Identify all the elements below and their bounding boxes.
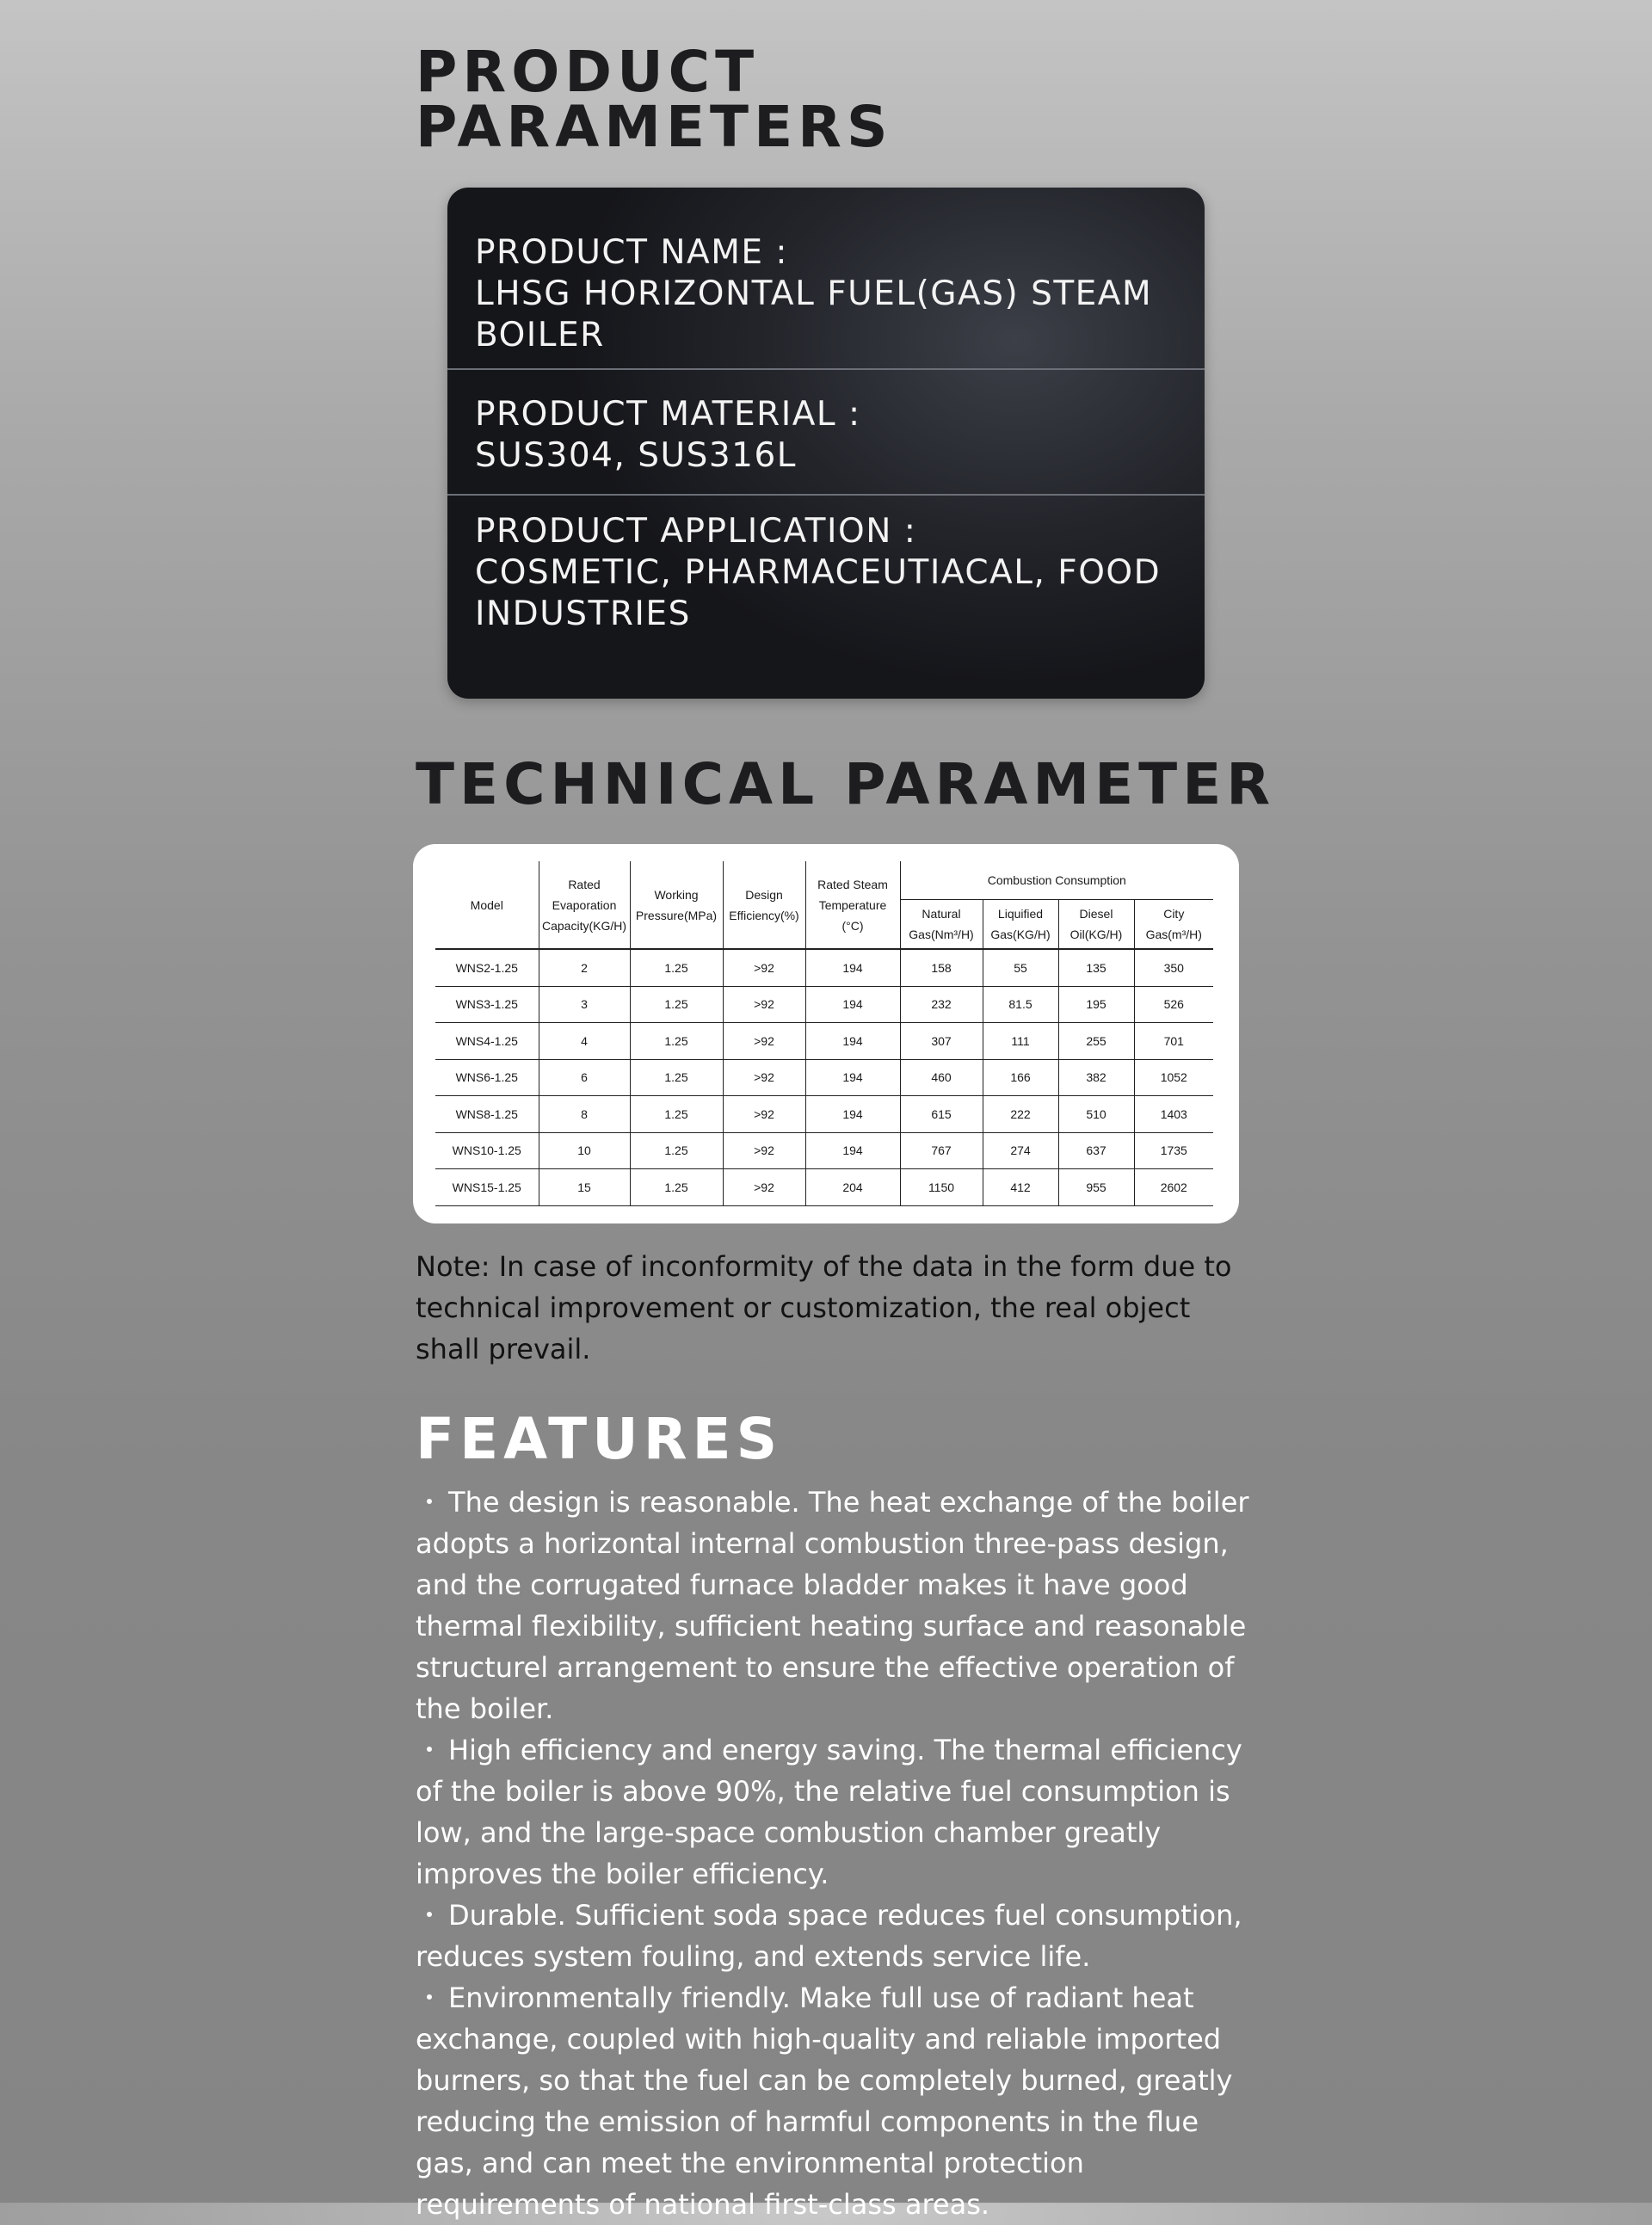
table-cell: 204	[805, 1169, 900, 1206]
table-row	[435, 1169, 1213, 1206]
table-row	[435, 1132, 1213, 1169]
table-cell: WNS3-1.25	[435, 986, 539, 1023]
table-cell: 460	[900, 1059, 983, 1096]
header-capacity: Rated Evaporation Capacity(KG/H)	[539, 861, 630, 949]
table-cell: 1.25	[630, 1169, 723, 1206]
table-cell: 158	[900, 949, 983, 986]
table-cell: 1.25	[630, 949, 723, 986]
bullet-icon: ・	[416, 1486, 444, 1519]
table-cell: WNS2-1.25	[435, 949, 539, 986]
table-cell: 2	[539, 949, 630, 986]
features-list	[416, 1482, 1263, 2225]
feature-text: Durable. Sufficient soda space reduces fuel consumption, reduces system fouling, and extends service life.	[416, 1899, 1242, 1973]
table-cell: 222	[983, 1096, 1058, 1133]
table-cell: >92	[723, 1059, 805, 1096]
table-cell: >92	[723, 1023, 805, 1060]
table-cell: 767	[900, 1132, 983, 1169]
table-cell: 6	[539, 1059, 630, 1096]
table-cell: WNS10-1.25	[435, 1132, 539, 1169]
product-parameters-card	[447, 188, 1205, 699]
table-cell: 1052	[1134, 1059, 1213, 1096]
feature-text: Environmentally friendly. Make full use of radiant heat exchange, coupled with high-quality and reliable imported burners, so that the fuel can be completely burned, greatly reducing the emission of harmful components in the flue gas, and can meet the environmental protection requirements of national first-class areas.	[416, 1982, 1233, 2221]
table-row	[435, 949, 1213, 986]
header-efficiency: Design Efficiency(%)	[723, 861, 805, 949]
table-cell: 307	[900, 1023, 983, 1060]
table-cell: >92	[723, 949, 805, 986]
card-divider	[447, 494, 1205, 496]
product-application-block	[475, 511, 1187, 635]
header-natural-gas: Natural Gas(Nm³/H)	[900, 900, 983, 950]
table-cell: 194	[805, 949, 900, 986]
table-cell: 81.5	[983, 986, 1058, 1023]
table-row	[435, 1023, 1213, 1060]
product-application-value: COSMETIC, PHARMACEUTIACAL, FOOD INDUSTRIES	[475, 553, 1162, 633]
technical-table-card	[413, 844, 1239, 1223]
table-row	[435, 1059, 1213, 1096]
table-cell: 382	[1058, 1059, 1134, 1096]
table-body	[435, 949, 1213, 1205]
table-cell: 195	[1058, 986, 1134, 1023]
table-cell: >92	[723, 1096, 805, 1133]
feature-item	[416, 1482, 1263, 1729]
product-application-label: PRODUCT APPLICATION :	[475, 512, 917, 551]
table-cell: 701	[1134, 1023, 1213, 1060]
table-cell: 232	[900, 986, 983, 1023]
feature-text: The design is reasonable. The heat exchange of the boiler adopts a horizontal internal combustion three-pass design, and the corrugated furnace bladder makes it have good thermal flexibility, sufficient heating surface and reasonable structurel arrangement to ensure the effective operation of the boiler.	[416, 1486, 1249, 1725]
table-row	[435, 1096, 1213, 1133]
table-cell: 3	[539, 986, 630, 1023]
feature-item	[416, 1977, 1263, 2225]
header-combustion-consumption: Combustion Consumption	[987, 873, 1126, 887]
table-cell: 510	[1058, 1096, 1134, 1133]
product-material-block	[475, 368, 1187, 477]
table-cell: 1150	[900, 1169, 983, 1206]
table-cell: 274	[983, 1132, 1058, 1169]
table-cell: 135	[1058, 949, 1134, 986]
table-cell: 255	[1058, 1023, 1134, 1060]
header-city-gas: City Gas(m³/H)	[1134, 900, 1213, 950]
table-cell: 615	[900, 1096, 983, 1133]
header-temperature: Rated Steam Temperature (°C)	[805, 861, 900, 949]
table-cell: 350	[1134, 949, 1213, 986]
header-liquified-gas: Liquified Gas(KG/H)	[983, 900, 1058, 950]
header-diesel-oil: Diesel Oil(KG/H)	[1058, 900, 1134, 950]
table-cell: 194	[805, 1096, 900, 1133]
table-cell: 194	[805, 1132, 900, 1169]
table-cell: 166	[983, 1059, 1058, 1096]
table-cell: 111	[983, 1023, 1058, 1060]
table-cell: 955	[1058, 1169, 1134, 1206]
table-cell: 10	[539, 1132, 630, 1169]
table-cell: >92	[723, 986, 805, 1023]
table-cell: 1.25	[630, 986, 723, 1023]
product-name-value: LHSG HORIZONTAL FUEL(GAS) STEAM BOILER	[475, 274, 1153, 354]
bullet-icon: ・	[416, 1734, 444, 1766]
features-heading: FEATURES	[416, 1406, 783, 1472]
table-cell: >92	[723, 1169, 805, 1206]
product-material-value: SUS304, SUS316L	[475, 436, 798, 475]
table-cell: 2602	[1134, 1169, 1213, 1206]
feature-item	[416, 1729, 1263, 1895]
table-cell: 55	[983, 949, 1058, 986]
table-cell: 15	[539, 1169, 630, 1206]
feature-text: High efficiency and energy saving. The thermal efficiency of the boiler is above 90%, the relative fuel consumption is low, and the large-space combustion chamber greatly improves the boiler efficiency.	[416, 1734, 1242, 1890]
product-material-label: PRODUCT MATERIAL :	[475, 395, 861, 434]
product-name-block	[475, 232, 1187, 356]
table-cell: 4	[539, 1023, 630, 1060]
table-cell: 8	[539, 1096, 630, 1133]
table-cell: 526	[1134, 986, 1213, 1023]
product-name-label: PRODUCT NAME :	[475, 233, 789, 272]
table-cell: 637	[1058, 1132, 1134, 1169]
table-cell: 194	[805, 1059, 900, 1096]
table-cell: 1.25	[630, 1023, 723, 1060]
table-cell: 194	[805, 986, 900, 1023]
table-cell: WNS8-1.25	[435, 1096, 539, 1133]
table-cell: 412	[983, 1169, 1058, 1206]
table-cell: 1403	[1134, 1096, 1213, 1133]
product-parameters-heading: PRODUCT PARAMETERS	[416, 39, 893, 160]
bullet-icon: ・	[416, 1899, 444, 1932]
table-cell: WNS4-1.25	[435, 1023, 539, 1060]
table-cell: 1.25	[630, 1132, 723, 1169]
table-cell: WNS6-1.25	[435, 1059, 539, 1096]
bullet-icon: ・	[416, 1982, 444, 2014]
table-cell: 194	[805, 1023, 900, 1060]
feature-item	[416, 1895, 1263, 1977]
table-cell: 1.25	[630, 1059, 723, 1096]
technical-parameter-table	[435, 861, 1213, 1206]
table-note: Note: In case of inconformity of the data in the form due to technical improvement or customization, the real object shall prevail.	[416, 1250, 1232, 1365]
header-pressure: Working Pressure(MPa)	[630, 861, 723, 949]
table-cell: >92	[723, 1132, 805, 1169]
technical-parameter-heading: TECHNICAL PARAMETER	[416, 751, 1276, 817]
header-model: Model	[435, 861, 539, 949]
table-row	[435, 986, 1213, 1023]
table-cell: 1735	[1134, 1132, 1213, 1169]
table-cell: 1.25	[630, 1096, 723, 1133]
table-cell: WNS15-1.25	[435, 1169, 539, 1206]
